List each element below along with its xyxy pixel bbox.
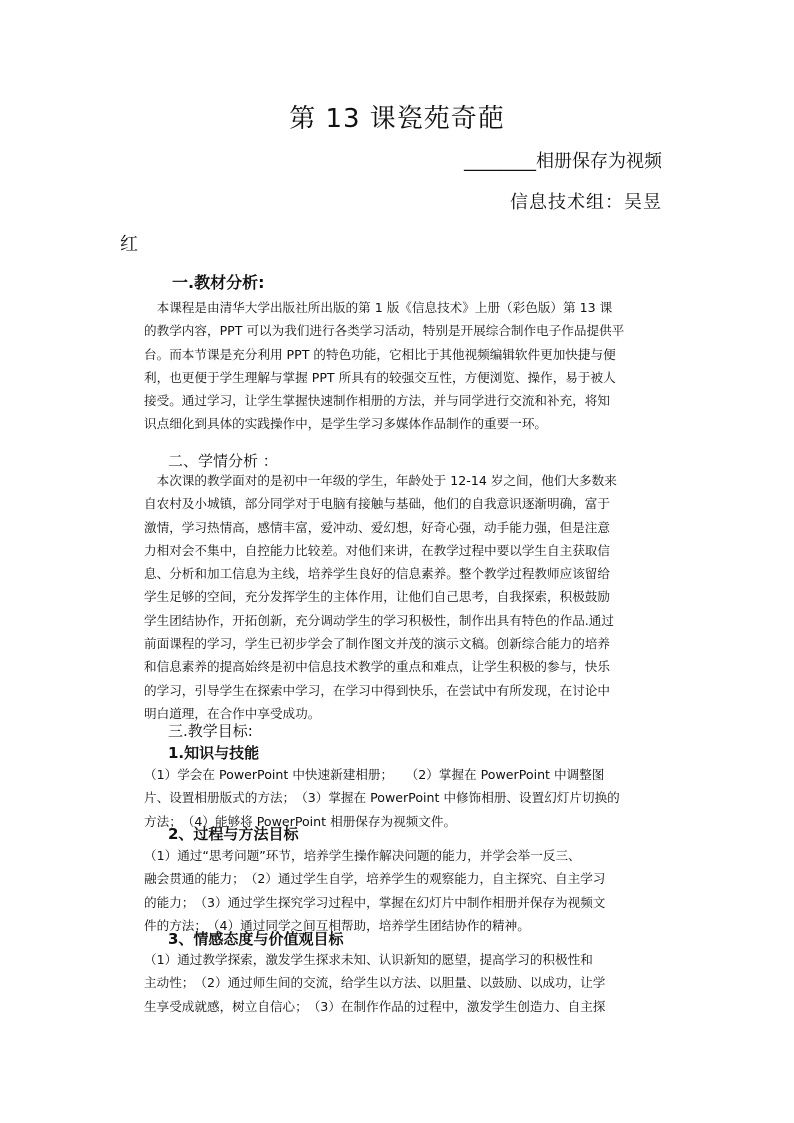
paragraph-line: 本次课的教学面对的是初中一年级的学生，年龄处于 12-14 岁之间，他们大多数来 xyxy=(144,473,617,488)
paragraph-line: （1）通过教学探索，激发学生探求未知、认识新知的愿望，提高学习的积极性和 xyxy=(144,952,593,967)
paragraph-line: 片、设置相册版式的方法； （3）掌握在 PowerPoint 中修饰相册、设置幻灯片切换的 xyxy=(144,790,620,806)
paragraph-line: 的学习，引导学生在探索中学习，在学习中得到快乐，在尝试中有所发现，在讨论中 xyxy=(144,682,610,698)
subsection-heading-knowledge-skills: 1.知识与技能 xyxy=(168,744,260,762)
paragraph-line: 方法； （4）能够将 PowerPoint 相册保存为视频文件。 xyxy=(144,813,457,829)
section-heading-textbook-analysis: 一.教材分析: xyxy=(172,273,265,292)
page-title: 第 13 课瓷苑奇葩 xyxy=(289,104,505,134)
paragraph-line: 前面课程的学习，学生已初步学会了制作图文并茂的演示文稿。创新综合能力的培养 xyxy=(144,636,610,652)
paragraph-line: 件的方法； （4）通过同学之间互相帮助，培养学生团结协作的精神。 xyxy=(144,917,530,933)
paragraph-line: 融会贯通的能力； （2）通过学生自学，培养学生的观察能力，自主探究、自主学习 xyxy=(144,871,606,887)
paragraph-line: 学生足够的空间，充分发挥学生的主体作用，让他们自己思考，自我探索，积极鼓励 xyxy=(144,589,610,605)
paragraph-process-methods xyxy=(144,844,676,937)
paragraph-line: 息、分析和加工信息为主线，培养学生良好的信息素养。整个教学过程教师应该留给 xyxy=(144,566,610,582)
paragraph-line: 本课程是由清华大学出版社所出版的第 1 版《信息技术》上册（彩色版）第 13 课 xyxy=(144,300,613,315)
paragraph-emotion-values xyxy=(144,948,676,1018)
paragraph-line: 台。而本节课是充分利用 PPT 的特色功能，它相比于其他视频编辑软件更加快捷与便 xyxy=(144,346,616,362)
paragraph-line: 明白道理，在合作中享受成功。 xyxy=(144,705,321,721)
author-line-continued: 红 xyxy=(120,234,138,255)
subtitle: ________相册保存为视频 xyxy=(464,151,662,172)
paragraph-line: 激情，学习热情高，感情丰富，爱冲动、爱幻想，好奇心强，动手能力强，但是注意 xyxy=(144,519,610,535)
paragraph-student-analysis xyxy=(144,469,676,725)
paragraph-line: 学生团结协作，开拓创新，充分调动学生的学习积极性，制作出具有特色的作品.通过 xyxy=(144,612,614,628)
section-heading-teaching-objectives: 三.教学目标: xyxy=(168,722,253,740)
paragraph-line: 自农村及小城镇，部分同学对于电脑有接触与基础，他们的自我意识逐渐明确，富于 xyxy=(144,496,610,512)
paragraph-line: 接受。通过学习，让学生掌握快速制作相册的方法，并与同学进行交流和补充，将知 xyxy=(144,393,610,409)
paragraph-line: 力相对会不集中，自控能力比较差。对他们来讲，在教学过程中要以学生自主获取信 xyxy=(144,542,610,558)
paragraph-line: 生享受成就感，树立自信心； （3）在制作作品的过程中，激发学生创造力、自主探 xyxy=(144,998,606,1014)
author-line: 信息技术组：吴昱 xyxy=(510,192,662,213)
subsection-heading-process-methods: 2、过程与方法目标 xyxy=(168,825,299,843)
paragraph-line: 和信息素养的提高始终是初中信息技术教学的重点和难点，让学生积极的参与，快乐 xyxy=(144,659,610,675)
paragraph-line: 的能力； （3）通过学生探究学习过程中，掌握在幻灯片中制作相册并保存为视频文 xyxy=(144,894,606,910)
paragraph-line: 主动性； （2）通过师生间的交流，给学生以方法、以胆量、以鼓励、以成功，让学 xyxy=(144,975,606,991)
section-heading-student-analysis: 二、学情分析 ： xyxy=(168,452,278,470)
paragraph-line: 识点细化到具体的实践操作中，是学生学习多媒体作品制作的重要一环。 xyxy=(144,416,547,432)
paragraph-line: 利，也更便于学生理解与掌握 PPT 所具有的较强交互性，方便浏览、操作，易于被人 xyxy=(144,369,616,385)
paragraph-line: （1）学会在 PowerPoint 中快速新建相册； （2）掌握在 PowerPoint 中调整图 xyxy=(144,767,605,782)
paragraph-textbook-analysis xyxy=(144,296,676,436)
paragraph-line: 的教学内容，PPT 可以为我们进行各类学习活动，特别是开展综合制作电子作品提供平 xyxy=(144,323,625,339)
paragraph-line: （1）通过“思考问题”环节，培养学生操作解决问题的能力，并学会举一反三、 xyxy=(144,848,581,863)
subsection-heading-emotion-values: 3、情感态度与价值观目标 xyxy=(168,930,344,948)
